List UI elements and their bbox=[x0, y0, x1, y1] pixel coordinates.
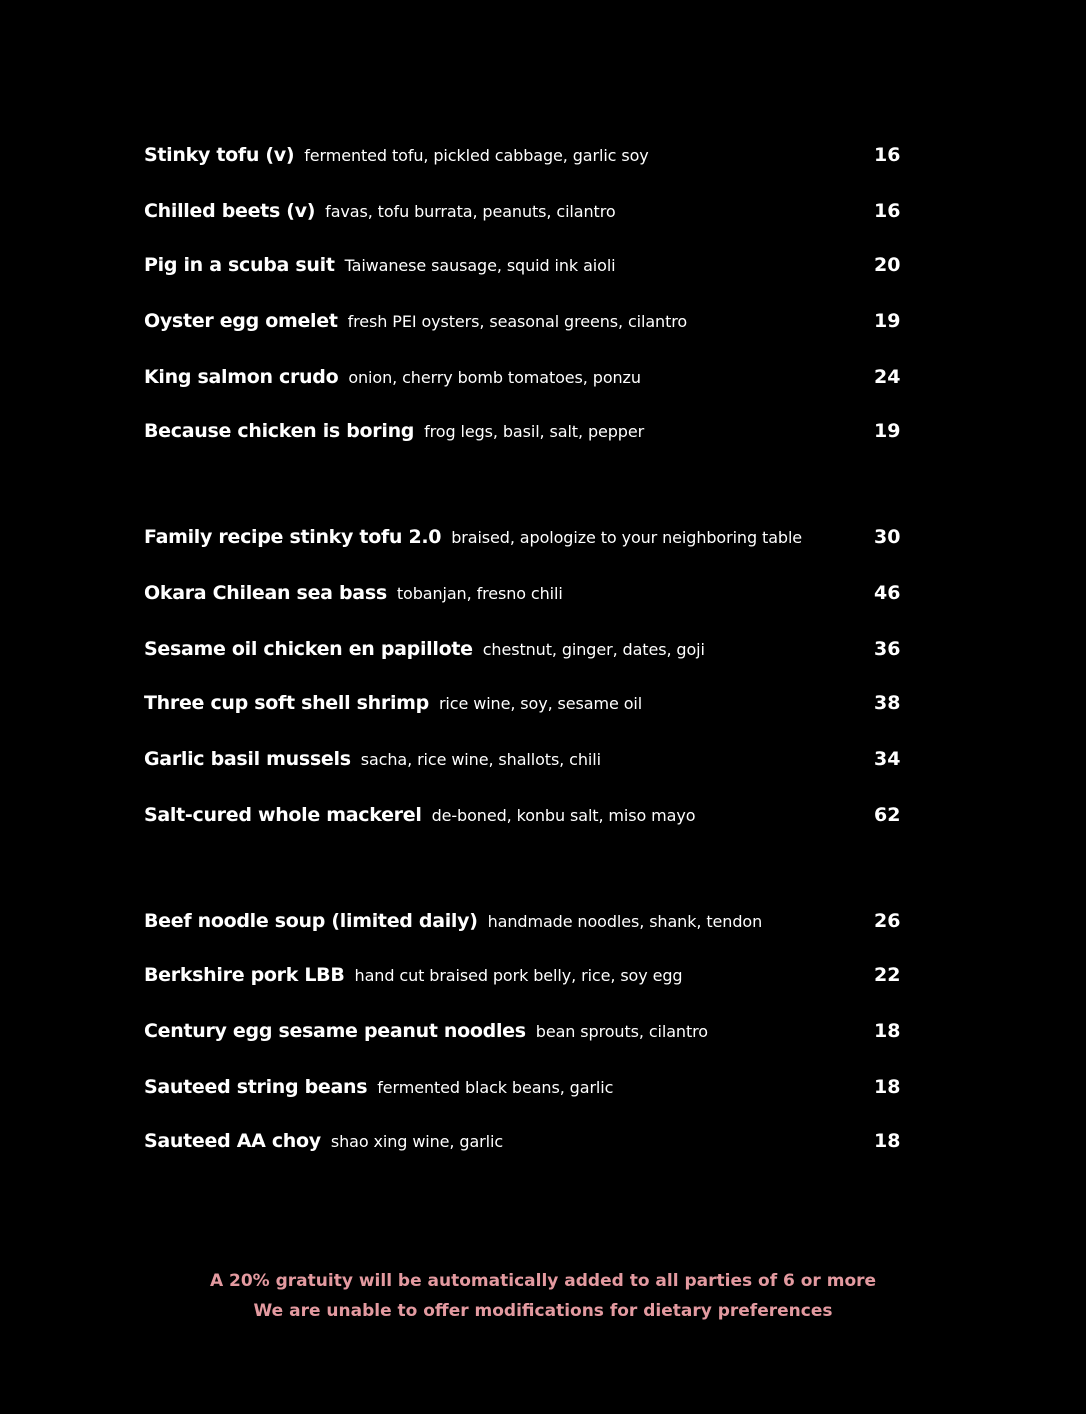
menu-item bbox=[144, 1020, 924, 1050]
dish-price: 18 bbox=[874, 1020, 901, 1042]
dish-name: Okara Chilean sea bass bbox=[144, 582, 387, 604]
dish-description: rice wine, soy, sesame oil bbox=[438, 694, 643, 713]
dish-price: 24 bbox=[874, 366, 901, 388]
dish-price: 18 bbox=[874, 1130, 901, 1152]
dish-name: Century egg sesame peanut noodles bbox=[144, 1020, 526, 1042]
menu-item bbox=[144, 144, 924, 174]
dish-price: 19 bbox=[874, 420, 901, 442]
dish-name: Sauteed string beans bbox=[144, 1076, 368, 1098]
dish-price: 38 bbox=[874, 692, 901, 714]
dish-name: Sesame oil chicken en papillote bbox=[144, 638, 473, 660]
dish-name: Berkshire pork LBB bbox=[144, 964, 345, 986]
dish-name: Oyster egg omelet bbox=[144, 310, 338, 332]
menu-item bbox=[144, 638, 924, 668]
dish-description: fresh PEI oysters, seasonal greens, cilantro bbox=[347, 312, 688, 331]
dish-name: Chilled beets (v) bbox=[144, 200, 316, 222]
dish-name: Three cup soft shell shrimp bbox=[144, 692, 429, 714]
dish-description: handmade noodles, shank, tendon bbox=[487, 912, 763, 931]
dish-description: de-boned, konbu salt, miso mayo bbox=[431, 806, 696, 825]
dish-description: fermented black beans, garlic bbox=[377, 1078, 614, 1097]
dish-price: 16 bbox=[874, 200, 901, 222]
dish-description: frog legs, basil, salt, pepper bbox=[424, 422, 645, 441]
menu-item bbox=[144, 582, 924, 612]
dish-description: favas, tofu burrata, peanuts, cilantro bbox=[325, 202, 616, 221]
dish-price: 20 bbox=[874, 254, 901, 276]
dish-name: King salmon crudo bbox=[144, 366, 339, 388]
dish-price: 26 bbox=[874, 910, 901, 932]
menu-item bbox=[144, 200, 924, 230]
dish-price: 19 bbox=[874, 310, 901, 332]
dish-name: Because chicken is boring bbox=[144, 420, 415, 442]
gratuity-notice: A 20% gratuity will be automatically added to all parties of 6 or more bbox=[209, 1271, 877, 1291]
menu-item bbox=[144, 748, 924, 778]
menu-item bbox=[144, 526, 924, 556]
dish-name: Beef noodle soup (limited daily) bbox=[144, 910, 478, 932]
dish-price: 18 bbox=[874, 1076, 901, 1098]
dish-price: 16 bbox=[874, 144, 901, 166]
dish-name: Family recipe stinky tofu 2.0 bbox=[144, 526, 442, 548]
dish-name: Salt-cured whole mackerel bbox=[144, 804, 422, 826]
dish-price: 34 bbox=[874, 748, 901, 770]
menu-item bbox=[144, 1076, 924, 1106]
dish-description: tobanjan, fresno chili bbox=[396, 584, 563, 603]
dish-name: Garlic basil mussels bbox=[144, 748, 351, 770]
dish-description: chestnut, ginger, dates, goji bbox=[482, 640, 705, 659]
dish-price: 30 bbox=[874, 526, 901, 548]
menu-item bbox=[144, 804, 924, 834]
dish-description: hand cut braised pork belly, rice, soy egg bbox=[354, 966, 683, 985]
menu-item bbox=[144, 366, 924, 396]
dish-description: bean sprouts, cilantro bbox=[535, 1022, 708, 1041]
dish-description: shao xing wine, garlic bbox=[330, 1132, 504, 1151]
menu-item bbox=[144, 1130, 924, 1160]
dish-name: Stinky tofu (v) bbox=[144, 144, 295, 166]
menu-item bbox=[144, 910, 924, 940]
dish-description: Taiwanese sausage, squid ink aioli bbox=[344, 256, 616, 275]
dish-price: 22 bbox=[874, 964, 901, 986]
dish-price: 62 bbox=[874, 804, 901, 826]
dietary-notice: We are unable to offer modifications for dietary preferences bbox=[253, 1301, 833, 1321]
menu-item bbox=[144, 310, 924, 340]
dish-price: 46 bbox=[874, 582, 901, 604]
dish-name: Pig in a scuba suit bbox=[144, 254, 335, 276]
dish-description: fermented tofu, pickled cabbage, garlic soy bbox=[304, 146, 649, 165]
dish-description: onion, cherry bomb tomatoes, ponzu bbox=[348, 368, 641, 387]
menu-item bbox=[144, 254, 924, 284]
menu-item bbox=[144, 420, 924, 450]
dish-name: Sauteed AA choy bbox=[144, 1130, 321, 1152]
dish-description: sacha, rice wine, shallots, chili bbox=[360, 750, 601, 769]
menu-item bbox=[144, 692, 924, 722]
dish-description: braised, apologize to your neighboring table bbox=[451, 528, 803, 547]
dish-price: 36 bbox=[874, 638, 901, 660]
menu-item bbox=[144, 964, 924, 994]
